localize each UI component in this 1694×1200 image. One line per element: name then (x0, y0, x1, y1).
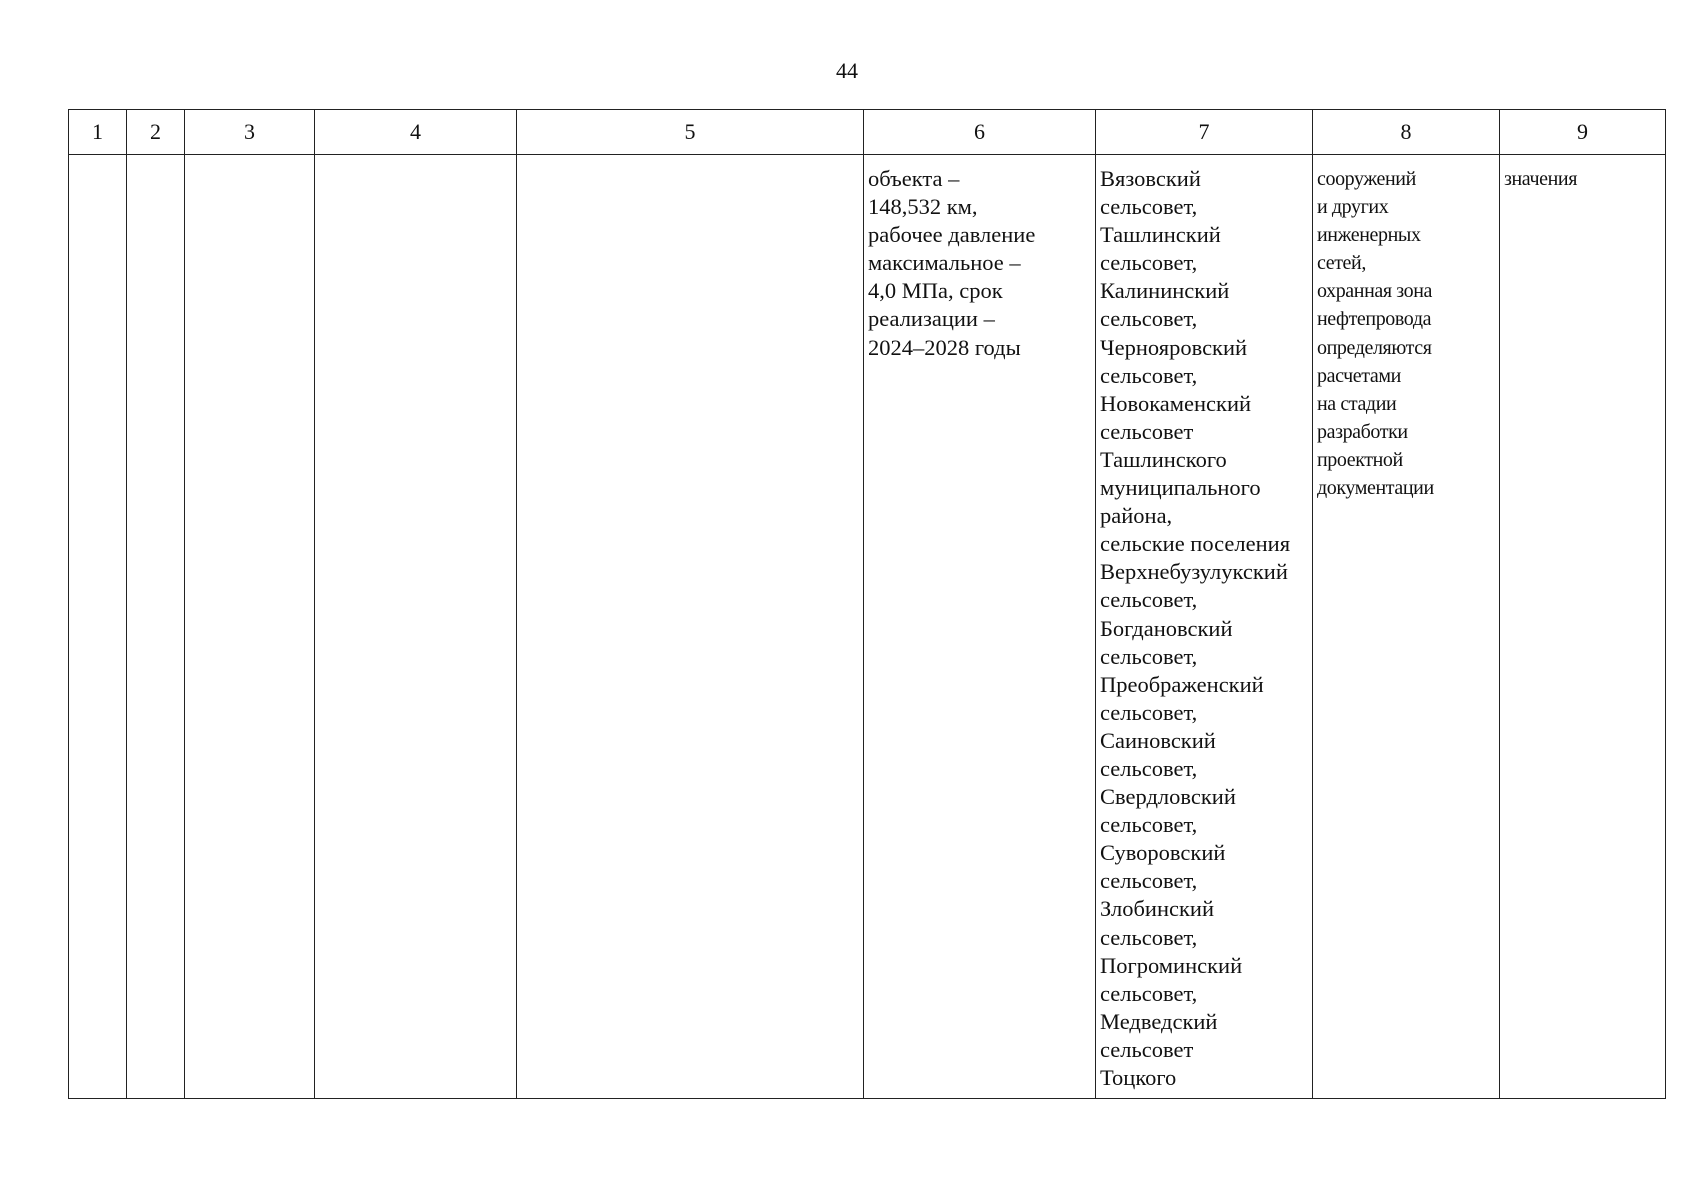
column-header-6: 6 (864, 110, 1096, 155)
cell-col-5 (517, 155, 864, 1099)
cell-col-1 (69, 155, 127, 1099)
column-header-8: 8 (1313, 110, 1500, 155)
column-header-5: 5 (517, 110, 864, 155)
cell-col-8 (1313, 155, 1500, 1099)
cell-text (315, 155, 516, 165)
cell-text (127, 155, 184, 165)
cell-text: Вязовский сельсовет, Ташлинский сельсовет, Калининский сельсовет, Чернояровский сельсовет, Новокаменский сельсовет Ташлинского муниципального района, сельские поселения Верхнебузулукский сельсовет, Богдановский сельсовет, Преображенский сельсовет, Саиновский сельсовет, Свердловский сельсовет, Суворовский сельсовет, Злобинский сельсовет, Погроминский сельсовет, Медведский сельсовет Тоцкого (1100, 166, 1291, 1090)
page-number: 44 (836, 58, 858, 83)
column-header-7: 7 (1096, 110, 1313, 155)
cell-col-6 (864, 155, 1096, 1099)
document-table (68, 109, 1666, 1099)
column-header-4: 4 (315, 110, 517, 155)
cell-text: объекта – 148,532 км, рабочее давление максимальное – 4,0 МПа, срок реализации – 2024–2028 годы (868, 166, 1036, 360)
column-header-9: 9 (1500, 110, 1666, 155)
cell-text: сооружений и других инженерных сетей, охранная зона нефтепровода определяются расчетами на стадии разработки проектной документации (1317, 168, 1434, 500)
column-header-3: 3 (185, 110, 315, 155)
cell-text (517, 155, 863, 165)
cell-text (69, 155, 126, 165)
cell-col-4 (315, 155, 517, 1099)
cell-col-9 (1500, 155, 1666, 1099)
table-row (69, 155, 1666, 1099)
column-header-1: 1 (69, 110, 127, 155)
cell-col-7 (1096, 155, 1313, 1099)
header-row (69, 110, 1666, 155)
cell-text (185, 155, 314, 165)
column-header-2: 2 (127, 110, 185, 155)
cell-col-2 (127, 155, 185, 1099)
cell-col-3 (185, 155, 315, 1099)
cell-text: значения (1504, 168, 1578, 190)
